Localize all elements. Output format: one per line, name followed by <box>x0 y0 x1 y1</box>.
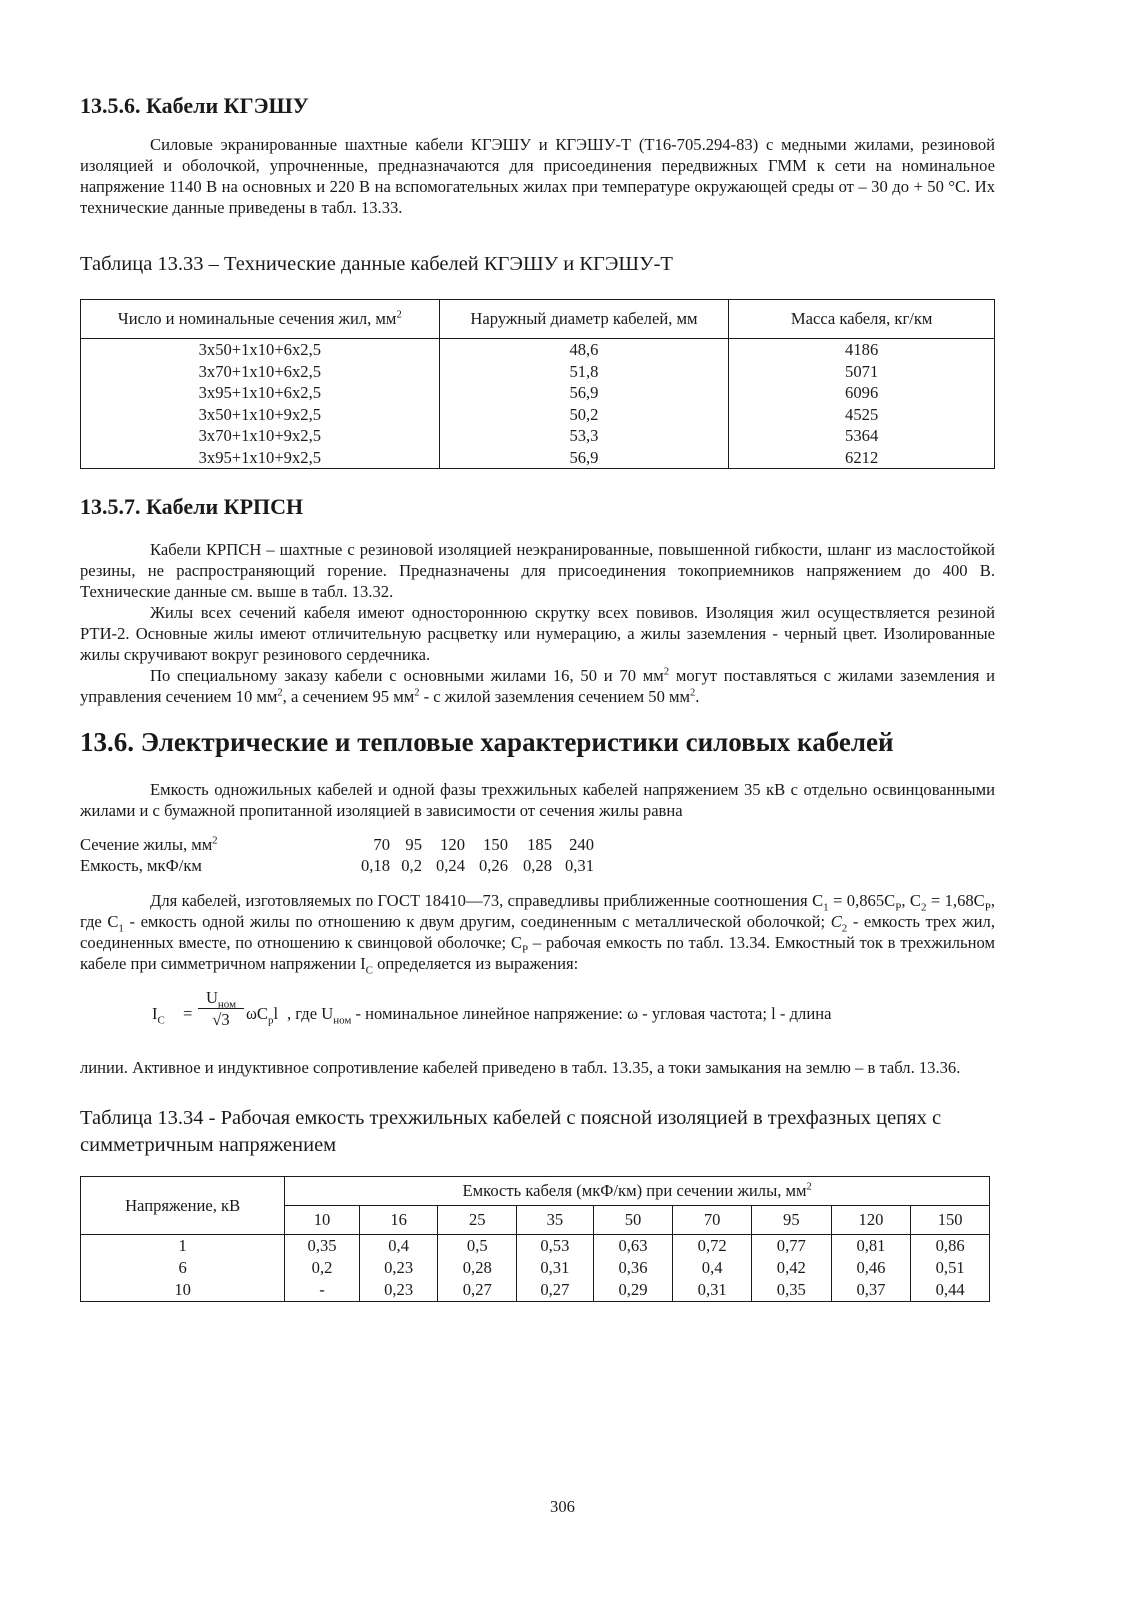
formula-equals: = <box>183 1004 193 1023</box>
paragraph-capacitance-intro: Емкость одножильных кабелей и одной фазы трехжильных кабелей напряжением 35 кВ с отдельно освинцованными жилами и с бумажной пропитанной изоляцией в зависимости от сечения жилы равна <box>80 780 995 820</box>
table-34-section-headers: 10 16 25 35 50 70 95 120 150 <box>81 1206 990 1235</box>
table-row: 3x50+1x10+9x2,5 50,2 4525 <box>81 404 995 426</box>
paragraph-krpsn-intro: Кабели КРПСН – шахтные с резиновой изоляцией неэкранированные, повышенной гибкости, шланг из маслостойкой резины, не распространяющий горение. Предназначены для присоединения токоприемников напряжением до 400 В. Технические данные см. выше в табл. 13.32. <box>80 540 995 601</box>
capacitance-value: 0,26 <box>478 856 508 875</box>
table-13-33-caption: Таблица 13.33 – Технические данные кабелей КГЭШУ и КГЭШУ-Т <box>80 253 673 275</box>
table-row: 3x70+1x10+9x2,5 53,3 5364 <box>81 425 995 447</box>
formula-lhs: $I_C$ <box>152 1004 165 1027</box>
table-34-header-voltage: Напряжение, кВ <box>81 1177 285 1235</box>
table-row: 1 0,35 0,4 0,5 0,53 0,63 0,72 0,77 0,81 0,86 <box>81 1235 990 1258</box>
capacitance-label: Емкость, мкФ/км <box>80 856 202 875</box>
capacitive-current-formula <box>80 988 995 1046</box>
paragraph-krpsn-order: По специальному заказу кабели с основными жилами 16, 50 и 70 $мм^2$ могут поставляться с жилами заземления и управления сечением 10 $мм^2$, а сечением 95 $мм^2$ - с жилой заземления сечением 50 $мм^2$. <box>80 666 996 706</box>
section-value: 150 <box>483 835 508 854</box>
paragraph-kgeshu: Силовые экранированные шахтные кабели КГЭШУ и КГЭШУ-Т (Т16-705.294-83) с медными жилами, резиновой изоляцией и оболочкой, упрочненные, предназначаются для присоединения передвижных ГММ к сети на номинальное напряжение 1140 В на основных и 220 В на вспомогательных жилах при температуре окружающей среды от – 30 до + 50 °С. Их технические данные приведены в табл. 13.33. <box>80 135 995 217</box>
table-row: 3x70+1x10+6x2,5 51,8 5071 <box>81 361 995 383</box>
section-value: 95 <box>405 835 422 854</box>
paragraph-krpsn-cores: Жилы всех сечений кабеля имеют одностороннюю скрутку всех повивов. Изоляция жил осуществляется резиной РТИ-2. Основные жилы имеют отличительную расцветку или нумерацию, а жилы заземления - черный цвет. Изолированные жилы скручивают вокруг резинового сердечника. <box>80 603 995 664</box>
table-row: 3x95+1x10+9x2,5 56,9 6212 <box>81 447 995 469</box>
table-13-34 <box>80 1176 990 1302</box>
capacitance-value: 0,31 <box>564 856 594 875</box>
paragraph-gost-relations: Для кабелей, изготовляемых по ГОСТ 18410—73, справедливы приближенные соотношения $С_1 = 0,865С_Р$, $С_2 = 1,68С_Р$, где $С_1$ - емкость одной жилы по отношению к двум другим, соединенным с металлической оболочкой; $С_2$ - емкость трех жил, соединенных вместе, по отношению к свинцовой оболочке; $С_Р$ – рабочая емкость по табл. 13.34. Емкостный ток в трехжильном кабеле при симметричном напряжении $I_С$ определяется из выражения: <box>80 891 996 977</box>
section-value: 240 <box>569 835 594 854</box>
capacitance-value: 0,28 <box>522 856 552 875</box>
table-row: 3x50+1x10+6x2,5 48,6 4186 <box>81 339 995 361</box>
section-value: 120 <box>440 835 465 854</box>
section-heading-13-6: 13.6. Электрические и тепловые характеристики силовых кабелей <box>80 727 894 757</box>
formula-explanation: , где $U_{ном}$ - номинальное линейное напряжение: ω - угловая частота; l - длина <box>287 1004 832 1027</box>
formula-numerator: $U_{ном}$ <box>198 988 244 1009</box>
table-row: 6 0,2 0,23 0,28 0,31 0,36 0,4 0,42 0,46 0,51 <box>81 1257 990 1279</box>
table-33-header-sections: Число и номинальные сечения жил, $мм^2$ <box>81 300 440 339</box>
section-label: Сечение жилы, $мм^2$ <box>80 835 218 854</box>
capacitance-values-block <box>80 834 995 878</box>
table-33-header-mass: Масса кабеля, кг/км <box>729 300 995 339</box>
table-34-header-capacitance: Емкость кабеля (мкФ/км) при сечении жилы, $мм^2$ <box>285 1177 990 1206</box>
formula-fraction <box>198 988 244 1031</box>
section-heading-13-5-6: 13.5.6. Кабели КГЭШУ <box>80 93 309 118</box>
capacitance-value: 0,18 <box>360 856 390 875</box>
page-number: 306 <box>550 1497 575 1516</box>
capacitance-value: 0,24 <box>435 856 465 875</box>
section-value: 185 <box>527 835 552 854</box>
table-13-33 <box>80 299 995 469</box>
table-13-34-caption: Таблица 13.34 - Рабочая емкость трехжильных кабелей с поясной изоляцией в трехфазных цепях с симметричным напряжением <box>80 1107 942 1156</box>
section-heading-13-5-7: 13.5.7. Кабели КРПСН <box>80 494 304 519</box>
paragraph-references: линии. Активное и индуктивное сопротивление кабелей приведено в табл. 13.35, а токи замыкания на землю – в табл. 13.36. <box>80 1058 961 1077</box>
formula-denominator: √3 <box>212 1010 230 1029</box>
capacitance-value: 0,2 <box>401 856 422 875</box>
table-33-header-diameter: Наружный диаметр кабелей, мм <box>439 300 729 339</box>
formula-rhs: $\omega C_pl$ <box>246 1004 279 1027</box>
section-value: 70 <box>373 835 390 854</box>
page-content <box>80 92 995 1302</box>
table-row: 3x95+1x10+6x2,5 56,9 6096 <box>81 382 995 404</box>
table-row: 10 - 0,23 0,27 0,27 0,29 0,31 0,35 0,37 0,44 <box>81 1279 990 1302</box>
